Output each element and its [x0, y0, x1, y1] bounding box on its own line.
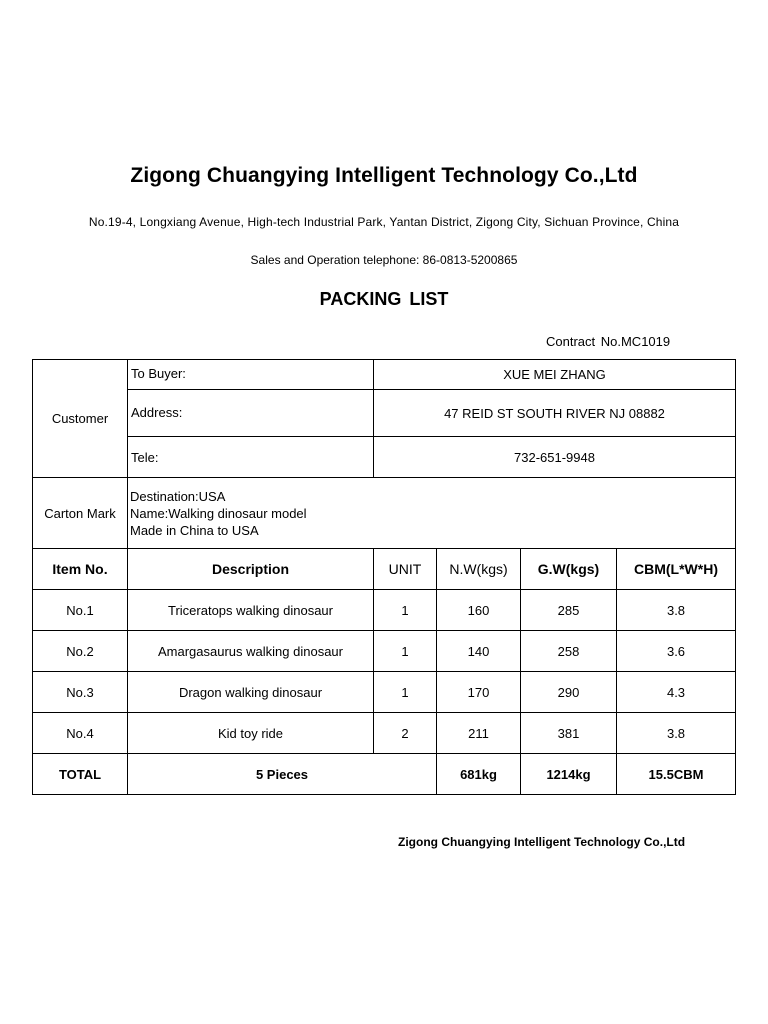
table-row [33, 713, 736, 754]
contract-number: Contract No.MC1019 [546, 334, 671, 349]
table-row [33, 631, 736, 672]
unit-cell: 1 [374, 672, 437, 713]
carton-line-destination: Destination:USA [130, 488, 226, 504]
net-weight-cell: 170 [437, 672, 521, 713]
header-description: Description [128, 549, 374, 590]
cbm-cell: 4.3 [617, 672, 736, 713]
carton-row [33, 478, 736, 549]
customer-section-label: Customer [33, 360, 128, 478]
net-weight-cell: 211 [437, 713, 521, 754]
table-row [33, 590, 736, 631]
net-weight-cell: 140 [437, 631, 521, 672]
header-gross-weight: G.W(kgs) [521, 549, 617, 590]
unit-cell: 1 [374, 590, 437, 631]
company-title: Zigong Chuangying Intelligent Technology Co.,Ltd [130, 164, 638, 187]
item-no-cell: No.1 [33, 590, 128, 631]
total-net-weight: 681kg [437, 754, 521, 795]
tele-value: 732-651-9948 [374, 437, 736, 478]
header-cbm: CBM(L*W*H) [617, 549, 736, 590]
cbm-cell: 3.6 [617, 631, 736, 672]
company-phone: Sales and Operation telephone: 86-0813-5200865 [250, 253, 518, 267]
carton-mark-text [128, 478, 736, 549]
carton-line-origin: Made in China to USA [130, 522, 259, 538]
carton-line-name: Name:Walking dinosaur model [130, 505, 307, 521]
table-row [33, 672, 736, 713]
unit-cell: 2 [374, 713, 437, 754]
total-label: TOTAL [33, 754, 128, 795]
cbm-cell: 3.8 [617, 590, 736, 631]
cbm-cell: 3.8 [617, 713, 736, 754]
header-unit: UNIT [374, 549, 437, 590]
packing-list-table [32, 359, 736, 795]
description-cell: Dragon walking dinosaur [128, 672, 374, 713]
item-no-cell: No.2 [33, 631, 128, 672]
address-value: 47 REID ST SOUTH RIVER NJ 08882 [374, 390, 736, 437]
buyer-label: To Buyer: [128, 360, 374, 390]
carton-mark-label: Carton Mark [33, 478, 128, 549]
item-no-cell: No.3 [33, 672, 128, 713]
total-gross-weight: 1214kg [521, 754, 617, 795]
column-header-row [33, 549, 736, 590]
total-row [33, 754, 736, 795]
company-address: No.19-4, Longxiang Avenue, High-tech Industrial Park, Yantan District, Zigong City, Sichuan Province, China [88, 215, 680, 229]
tele-row [33, 437, 736, 478]
document-title: PACKING LIST [319, 289, 449, 309]
description-cell: Triceratops walking dinosaur [128, 590, 374, 631]
header-net-weight: N.W(kgs) [437, 549, 521, 590]
description-cell: Kid toy ride [128, 713, 374, 754]
buyer-value: XUE MEI ZHANG [374, 360, 736, 390]
tele-label: Tele: [128, 437, 374, 478]
buyer-row [33, 360, 736, 390]
footer-company-name: Zigong Chuangying Intelligent Technology Co.,Ltd [398, 835, 686, 849]
address-label: Address: [128, 390, 374, 437]
total-pieces: 5 Pieces [128, 754, 437, 795]
header-item-no: Item No. [33, 549, 128, 590]
total-cbm: 15.5CBM [617, 754, 736, 795]
gross-weight-cell: 258 [521, 631, 617, 672]
item-no-cell: No.4 [33, 713, 128, 754]
gross-weight-cell: 290 [521, 672, 617, 713]
description-cell: Amargasaurus walking dinosaur [128, 631, 374, 672]
gross-weight-cell: 381 [521, 713, 617, 754]
unit-cell: 1 [374, 631, 437, 672]
net-weight-cell: 160 [437, 590, 521, 631]
gross-weight-cell: 285 [521, 590, 617, 631]
address-row [33, 390, 736, 437]
